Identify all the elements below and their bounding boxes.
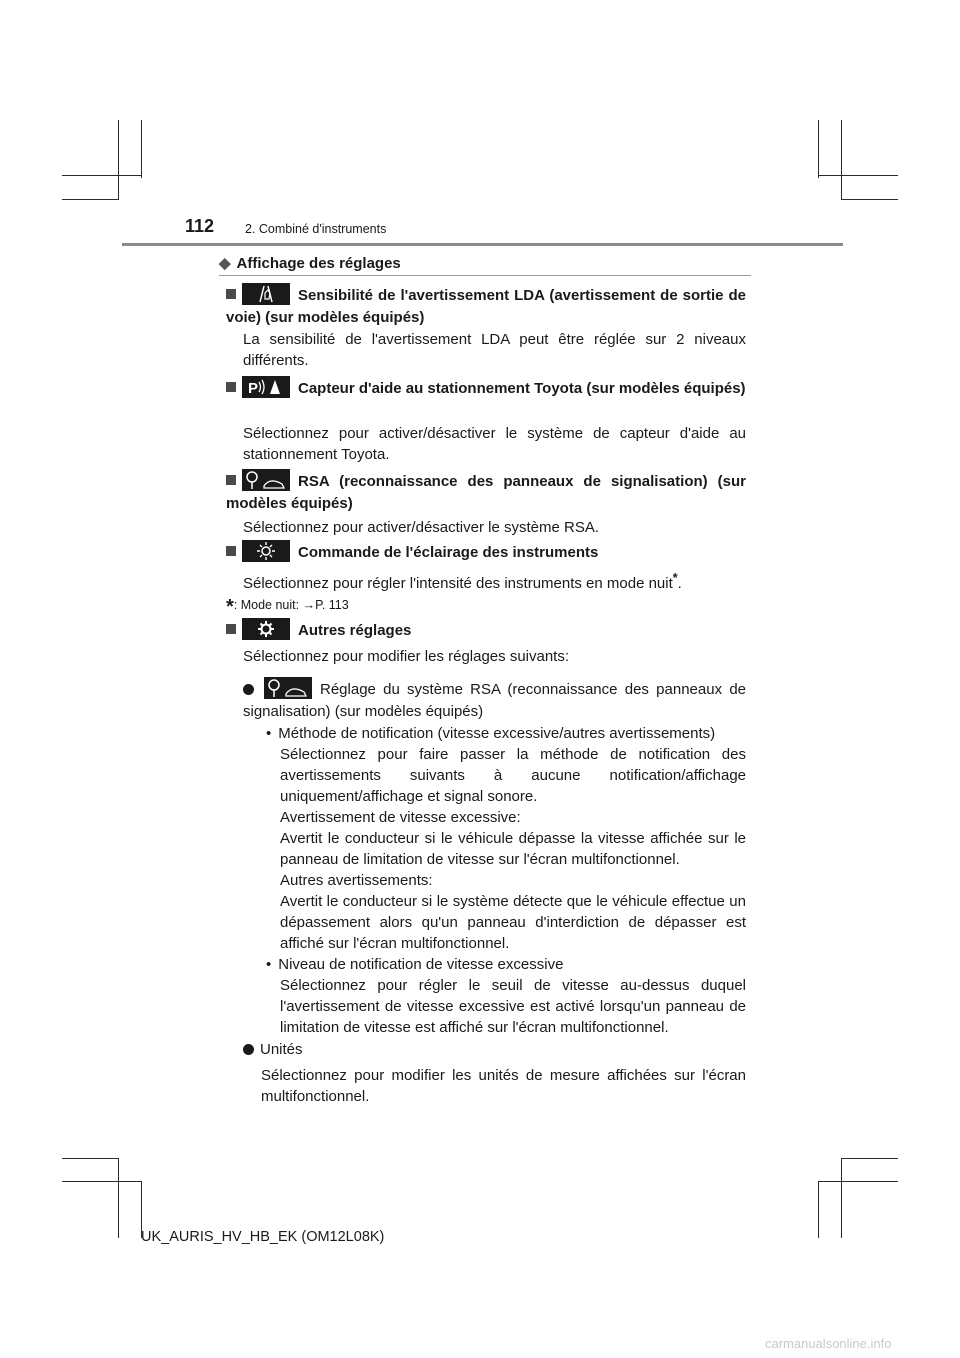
brightness-icon — [242, 540, 290, 562]
square-bullet-icon — [226, 382, 236, 392]
round-bullet-icon — [243, 1044, 254, 1055]
crop-mark — [818, 1181, 819, 1238]
bullet-overspeed-level-title: • Niveau de notification de vitesse excessive — [266, 956, 564, 973]
parking-sensor-icon — [242, 376, 290, 398]
square-bullet-icon — [226, 475, 236, 485]
crop-mark — [841, 120, 842, 200]
lane-departure-icon — [242, 283, 290, 305]
footnote-mark: * — [672, 571, 678, 585]
diamond-icon: ◆ — [219, 255, 231, 272]
crop-mark — [62, 1181, 142, 1182]
units-text: Sélectionnez pour modifier les unités de mesure affichées sur l'écran multifonctionnel. — [261, 1067, 746, 1105]
bullet-overspeed-level-text: Sélectionnez pour régler le seuil de vitesse au-dessus duquel l'avertissement de vitesse excessive est activé lorsqu'un panneau de limitation de vitesse est affiché sur l'écran multifonctionnel. — [280, 977, 746, 1036]
item-text-parking: Sélectionnez pour activer/désactiver le système de capteur d'aide au stationnement Toyota. — [243, 425, 746, 463]
page-reference-link[interactable]: →P. 113 — [302, 598, 349, 612]
gear-icon — [242, 618, 290, 640]
header-rule — [122, 243, 843, 246]
road-sign-icon — [242, 469, 290, 491]
item-heading-lda: Sensibilité de l'avertissement LDA (avertissement de sortie de voie) (sur modèles équipés) — [226, 285, 746, 329]
page-number: 112 — [185, 216, 215, 236]
document-code: UK_AURIS_HV_HB_EK (OM12L08K) — [141, 1229, 385, 1245]
item-text-other-settings: Sélectionnez pour modifier les réglages suivants: — [243, 648, 570, 665]
item-text-illumination: Sélectionnez pour régler l'intensité des instruments en mode nuit*. — [243, 571, 682, 592]
crop-mark — [841, 1158, 898, 1159]
svg-text:P: P — [248, 380, 259, 398]
item-heading-illumination: Commande de l'éclairage des instruments — [226, 542, 746, 564]
crop-mark — [818, 120, 819, 178]
section-rule — [219, 275, 751, 276]
chapter-title: 2. Combiné d'instruments — [245, 222, 387, 236]
square-bullet-icon — [226, 289, 236, 299]
crop-mark — [62, 199, 119, 200]
other-warnings-text: Avertit le conducteur si le système détecte que le véhicule effectue un dépassement alors qu'un panneau d'interdiction de dépasser est affiché sur l'écran multifonctionnel. — [280, 893, 746, 952]
other-warnings-label: Autres avertissements: — [280, 872, 433, 889]
small-bullet-icon: • — [266, 956, 272, 973]
square-bullet-icon — [226, 546, 236, 556]
bullet-notification-method-title: • Méthode de notification (vitesse excessive/autres avertissements) — [266, 725, 716, 742]
crop-mark — [62, 1158, 119, 1159]
crop-mark — [841, 199, 898, 200]
item-text-rsa: Sélectionnez pour activer/désactiver le système RSA. — [243, 519, 599, 536]
section-title: ◆ Affichage des réglages — [219, 255, 401, 272]
round-bullet-icon — [243, 684, 254, 695]
subitem-rsa-setting: Réglage du système RSA (reconnaissance des panneaux de signalisation) (sur modèles équipés) — [243, 679, 746, 722]
overspeed-warning-label: Avertissement de vitesse excessive: — [280, 809, 521, 826]
small-bullet-icon: • — [266, 725, 272, 742]
item-heading-other-settings: Autres réglages — [226, 620, 746, 642]
crop-mark — [818, 1181, 898, 1182]
square-bullet-icon — [226, 624, 236, 634]
crop-mark — [141, 120, 142, 178]
item-text-lda: La sensibilité de l'avertissement LDA peut être réglée sur 2 niveaux différents. — [243, 331, 746, 369]
overspeed-warning-text: Avertit le conducteur si le véhicule dépasse la vitesse affichée sur le panneau de limitation de vitesse sur l'écran multifonctionnel. — [280, 830, 746, 868]
road-sign-icon — [264, 677, 312, 699]
crop-mark — [118, 120, 119, 200]
footnote: *: Mode nuit: →P. 113 — [226, 596, 349, 618]
crop-mark — [818, 175, 898, 176]
watermark: carmanualsonline.info — [765, 1336, 892, 1351]
subitem-units: Unités — [243, 1039, 746, 1060]
bullet-notification-method-text: Sélectionnez pour faire passer la méthode de notification des avertissements suivants à aucune notification/affichage uniquement/affichage et signal sonore. — [280, 746, 746, 805]
item-heading-parking: P Capteur d'aide au stationnement Toyota (sur modèles équipés) — [226, 378, 746, 400]
item-heading-rsa: RSA (reconnaissance des panneaux de signalisation) (sur modèles équipés) — [226, 471, 746, 515]
crop-mark — [841, 1158, 842, 1238]
crop-mark — [118, 1158, 119, 1238]
crop-mark — [62, 175, 142, 176]
